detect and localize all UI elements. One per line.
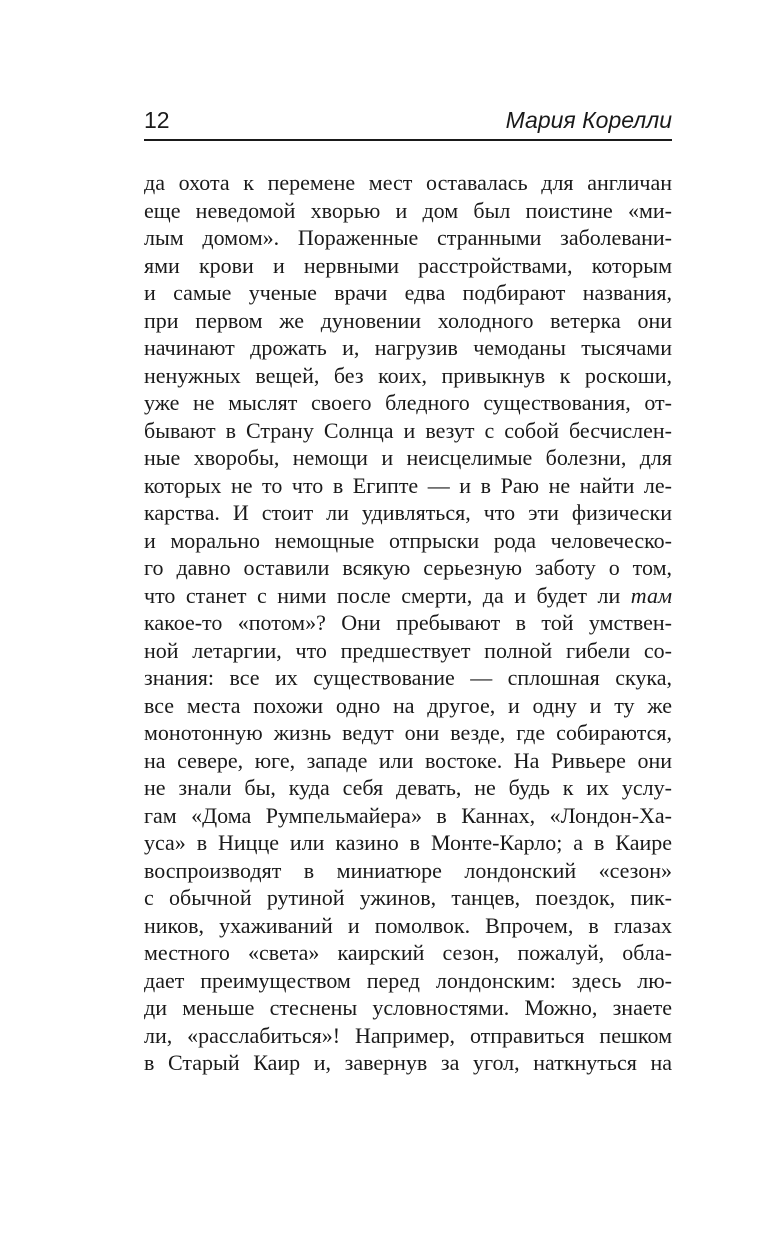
text-line: го давно оставили всякую серьезную заботу о том, [144,555,672,580]
header-rule [144,139,672,141]
text-line: уже не мыслят своего бледного существования, от- [144,390,672,415]
text-line: ли, «расслабиться»! Например, отправиться пешком [144,1022,672,1048]
text-line: какое-то «потом»? Они пребывают в той умствен- [144,610,672,635]
text-line: уса» в Ницце или казино в Монте-Карло; а в Каире [144,830,672,855]
text-line: воспроизводят в миниатюре лондонский «сезон» [144,857,672,883]
text-line: при первом же дуновении холодного ветерка они [144,307,672,333]
text-line: на севере, юге, западе или востоке. На Ривьере они [144,747,672,773]
text-line: ные хворобы, немощи и неисцелимые болезни, для [144,445,672,470]
page-header [144,106,672,140]
text-line: знания: все их существование — сплошная скука, [144,665,672,690]
text-line: ненужных вещей, без коих, привыкнув к роскоши, [144,362,672,388]
text-line: местного «света» каирский сезон, пожалуй, обла- [144,940,672,965]
text-line: все места похожи одно на другое, и одну и ту же [144,692,672,718]
text-line: и морально немощные отпрыски рода человеческо- [144,527,672,553]
text-line: ди меньше стеснены условностями. Можно, знаете [144,995,672,1020]
text-line: карства. И стоит ли удивляться, что эти физически [144,500,672,525]
text-line: еще неведомой хворью и дом был поистине «ми- [144,197,672,223]
text-line: начинают дрожать и, нагрузив чемоданы тысячами [144,335,672,360]
page-number: 12 [144,107,170,133]
text-line: бывают в Страну Солнца и везут с собой бесчислен- [144,417,672,443]
italic-word: там [630,582,672,608]
text-line: с обычной рутиной ужинов, танцев, поездок, пик- [144,885,672,910]
text-line: монотонную жизнь ведут они везде, где собираются, [144,720,672,745]
text-line: не знали бы, куда себя девать, не будь к их услу- [144,775,672,800]
text-line: лым домом». Пораженные странными заболевани- [144,225,672,250]
text-line: ников, ухаживаний и помолвок. Впрочем, в глазах [144,912,672,938]
text-line: которых не то что в Египте — и в Раю не найти ле- [144,472,672,498]
body-text [144,169,672,1077]
text-line: дает преимуществом перед лондонским: здесь лю- [144,967,672,993]
text-run: что станет с ними после смерти, да и будет ли [144,582,631,608]
text-line: гам «Дома Румпельмайера» в Каннах, «Лондон-Ха- [144,802,672,828]
text-line: да охота к перемене мест оставалась для англичан [144,170,672,195]
text-line: и самые ученые врачи едва подбирают названия, [144,280,672,305]
text-line: ями крови и нервными расстройствами, которым [144,252,672,278]
running-title: Мария Корелли [505,107,672,133]
text-line [144,582,672,610]
text-line: в Старый Каир и, завернув за угол, наткнуться на [144,1050,672,1075]
text-line: ной летаргии, что предшествует полной гибели со- [144,637,672,663]
